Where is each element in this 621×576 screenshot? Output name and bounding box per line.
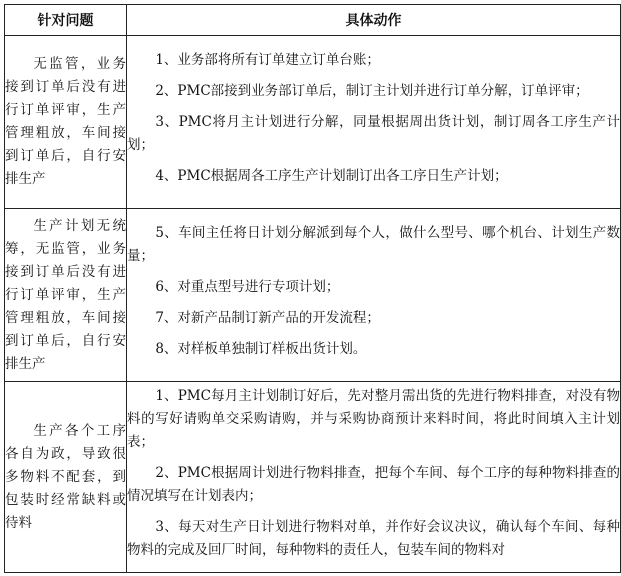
action-item: 3、PMC将月主计划进行分解，同量根据周出货计划，制订周各工序生产计划； [127, 113, 620, 153]
action-item: 1、PMC每月主计划制订好后，先对整月需出货的先进行物料排查，对没有物料的写好请购单交采购请购，并与采购协商预计来料时间，将此时间填入主计划表； [127, 387, 620, 450]
action-plan-table [4, 4, 621, 573]
table-row [5, 209, 621, 382]
action-item: 1、业务部将所有订单建立订单台账； [155, 51, 380, 68]
action-item: 4、PMC根据周各工序生产计划制订出各工序日生产计划； [155, 167, 508, 184]
action-item: 8、对样板单独制订样板出货计划。 [155, 340, 367, 357]
issue-cell: 无监管，业务接到订单后没有进行订单评审，生产管理粗放，车间接到订单后，自行安排生产 [5, 36, 127, 209]
action-item: 5、车间主任将日计划分解派到每个人，做什么型号、哪个机台、计划生产数量； [127, 224, 620, 264]
table-row [5, 36, 621, 209]
actions-cell [127, 209, 621, 382]
action-item: 2、PMC部接到业务部订单后，制订主计划并进行订单分解，订单评审； [155, 82, 589, 99]
action-item: 6、对重点型号进行专项计划； [155, 278, 340, 295]
action-item: 3、每天对生产日计划进行物料对单，并作好会议决议，确认每个车间、每种物料的完成及回厂时间，每种物料的责任人，包装车间的物料对 [127, 518, 620, 558]
issue-cell: 生产各个工序各自为政，导致很多物料不配套，到包装时经常缺料或待料 [5, 382, 127, 573]
header-row [5, 5, 621, 36]
header-issue: 针对问题 [5, 5, 127, 36]
action-item: 7、对新产品制订新产品的开发流程； [155, 309, 380, 326]
table-row [5, 382, 621, 573]
actions-cell [127, 382, 621, 573]
actions-cell [127, 36, 621, 209]
action-item: 2、PMC根据周计划进行物料排查，把每个车间、每个工序的每种物料排查的情况填写在计划表内； [127, 464, 620, 504]
issue-cell: 生产计划无统筹，无监管，业务接到订单后没有进行订单评审，生产管理粗放，车间接到订单后，自行安排生产 [5, 209, 127, 382]
header-actions: 具体动作 [127, 5, 621, 36]
